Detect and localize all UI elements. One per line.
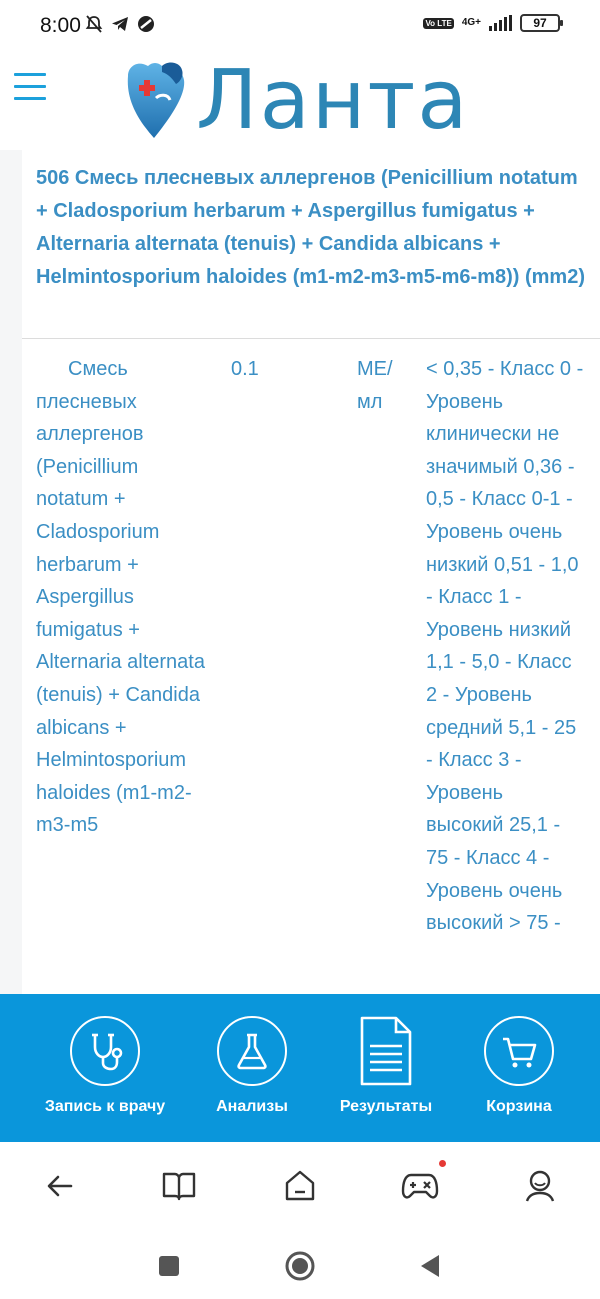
logo[interactable]	[124, 53, 470, 148]
app-notification-icon	[136, 14, 156, 34]
network-type: 4G+	[461, 17, 481, 28]
signal-icon	[489, 15, 512, 31]
status-bar	[0, 0, 600, 56]
nav-label: Запись к врачу	[44, 1098, 166, 1115]
cart-icon	[484, 1016, 554, 1086]
document-icon	[351, 1016, 421, 1086]
nav-label: Результаты	[339, 1098, 433, 1115]
menu-button[interactable]	[14, 70, 48, 104]
recent-apps-icon[interactable]	[151, 1248, 187, 1284]
stethoscope-icon	[70, 1016, 140, 1086]
nav-results[interactable]	[311, 1016, 461, 1116]
heart-logo-icon	[124, 58, 190, 144]
logo-text: Ланта	[196, 53, 470, 148]
nav-doctor-appointment[interactable]	[30, 1016, 180, 1116]
nav-analyses[interactable]	[177, 1016, 327, 1116]
back-triangle-icon[interactable]	[412, 1248, 448, 1284]
result-name: Смесь плесневых аллергенов (Penicillium notatum + Cladosporium herbarum + Aspergillus fumigatus + Alternaria alternata (tenuis) + Candida albicans + Helmintosporium haloides (m1-m2-m3-m5	[36, 358, 205, 837]
nav-label: Корзина	[486, 1098, 552, 1115]
test-result-content	[0, 150, 600, 994]
app-header	[0, 53, 600, 148]
test-title: 506 Смесь плесневых аллергенов (Penicillium notatum + Cladosporium herbarum + Aspergillus fumigatus + Alternaria alternata (tenuis) + Candida albicans + Helmintosporium haloides (m1-m2-m3-m5-m6-m8)) (mm2)	[36, 167, 585, 288]
battery-indicator: 97	[520, 14, 560, 32]
result-value: 0.1	[231, 358, 259, 380]
left-guide	[0, 150, 22, 994]
nav-label: Анализы	[216, 1098, 288, 1115]
volte-badge: Vo LTE	[425, 18, 452, 28]
status-right-icons	[423, 14, 560, 32]
system-navigation	[0, 1230, 600, 1299]
flask-icon	[217, 1016, 287, 1086]
bottom-nav	[0, 994, 600, 1142]
nav-cart[interactable]	[444, 1016, 594, 1116]
status-left-icons	[84, 14, 156, 34]
back-arrow-icon[interactable]	[40, 1166, 80, 1206]
browser-toolbar	[0, 1142, 600, 1230]
home-icon[interactable]	[280, 1166, 320, 1206]
status-time: 8:00	[40, 14, 81, 37]
notification-dot	[439, 1160, 446, 1167]
bell-muted-icon	[84, 14, 104, 34]
divider	[22, 338, 600, 339]
profile-icon[interactable]	[520, 1166, 560, 1206]
home-circle-icon[interactable]	[282, 1248, 318, 1284]
gamepad-icon[interactable]	[400, 1166, 440, 1206]
result-unit: МЕ/мл	[357, 358, 393, 413]
book-icon[interactable]	[159, 1166, 199, 1206]
result-reference: < 0,35 - Класс 0 - Уровень клинически не значимый 0,36 - 0,5 - Класс 0-1 - Уровень очень низкий 0,51 - 1,0 - Класс 1 - Уровень низкий 1,1 - 5,0 - Класс 2 - Уровень средний 5,1 - 25 - Класс 3 - Уровень высокий 25,1 - 75 - Класс 4 - Уровень очень высокий > 75 -	[426, 358, 584, 935]
telegram-icon	[110, 14, 130, 34]
